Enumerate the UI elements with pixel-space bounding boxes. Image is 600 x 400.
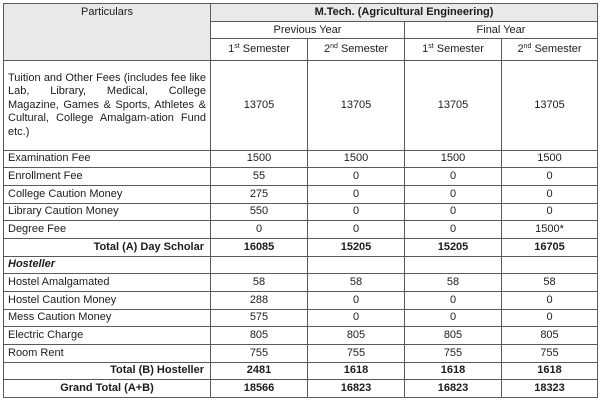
empty-cell bbox=[502, 256, 598, 274]
total-row bbox=[4, 362, 598, 380]
row-label-enrollment: Enrollment Fee bbox=[4, 168, 211, 186]
table-row bbox=[4, 168, 598, 186]
row-label-library-caution: Library Caution Money bbox=[4, 203, 211, 221]
fee-cell: 0 bbox=[308, 185, 405, 203]
total-row bbox=[4, 238, 598, 256]
fee-cell: 0 bbox=[405, 168, 502, 186]
total-cell: 16085 bbox=[211, 238, 308, 256]
grand-total-cell: 16823 bbox=[405, 380, 502, 398]
fee-cell: 0 bbox=[405, 221, 502, 239]
fee-cell: 805 bbox=[308, 327, 405, 345]
total-cell: 1618 bbox=[502, 362, 598, 380]
row-label-degree-fee: Degree Fee bbox=[4, 221, 211, 239]
total-cell: 2481 bbox=[211, 362, 308, 380]
table-row bbox=[4, 327, 598, 345]
total-cell: 1618 bbox=[405, 362, 502, 380]
fee-cell: 0 bbox=[502, 185, 598, 203]
fee-cell: 0 bbox=[502, 168, 598, 186]
fee-cell: 755 bbox=[308, 344, 405, 362]
table-row bbox=[4, 344, 598, 362]
fee-cell: 1500 bbox=[308, 150, 405, 168]
fee-cell: 0 bbox=[405, 185, 502, 203]
fee-cell: 0 bbox=[502, 309, 598, 327]
row-label-hostel-amalgamated: Hostel Amalgamated bbox=[4, 274, 211, 292]
hosteller-heading: Hosteller bbox=[4, 256, 211, 274]
fee-cell: 0 bbox=[502, 291, 598, 309]
fee-cell: 0 bbox=[308, 291, 405, 309]
fee-cell: 805 bbox=[405, 327, 502, 345]
row-label-room-rent: Room Rent bbox=[4, 344, 211, 362]
fee-cell: 1500 bbox=[502, 150, 598, 168]
final-year-header: Final Year bbox=[405, 21, 598, 39]
fee-cell: 550 bbox=[211, 203, 308, 221]
total-cell: 15205 bbox=[308, 238, 405, 256]
semester-header: 2nd Semester bbox=[502, 39, 598, 61]
row-label-grand-total: Grand Total (A+B) bbox=[4, 380, 211, 398]
fee-cell: 755 bbox=[502, 344, 598, 362]
fee-cell: 1500 bbox=[211, 150, 308, 168]
header-row bbox=[4, 4, 598, 22]
empty-cell bbox=[211, 256, 308, 274]
row-label-exam: Examination Fee bbox=[4, 150, 211, 168]
row-label-total-a: Total (A) Day Scholar bbox=[4, 238, 211, 256]
table-row bbox=[4, 185, 598, 203]
fee-cell: 1500 bbox=[405, 150, 502, 168]
row-label-electric-charge: Electric Charge bbox=[4, 327, 211, 345]
fee-cell: 13705 bbox=[308, 61, 405, 150]
fee-cell: 755 bbox=[405, 344, 502, 362]
fee-cell: 55 bbox=[211, 168, 308, 186]
section-heading-row bbox=[4, 256, 598, 274]
fee-cell: 13705 bbox=[502, 61, 598, 150]
previous-year-header: Previous Year bbox=[211, 21, 405, 39]
table-row bbox=[4, 274, 598, 292]
table-row bbox=[4, 61, 598, 150]
row-label-total-b: Total (B) Hosteller bbox=[4, 362, 211, 380]
fee-structure-table bbox=[3, 3, 598, 398]
row-label-hostel-caution: Hostel Caution Money bbox=[4, 291, 211, 309]
fee-cell: 58 bbox=[211, 274, 308, 292]
semester-header: 1st Semester bbox=[211, 39, 308, 61]
table-row bbox=[4, 203, 598, 221]
total-cell: 16705 bbox=[502, 238, 598, 256]
fee-cell: 58 bbox=[502, 274, 598, 292]
fee-cell: 275 bbox=[211, 185, 308, 203]
empty-cell bbox=[405, 256, 502, 274]
fee-cell: 13705 bbox=[211, 61, 308, 150]
row-label-tuition: Tuition and Other Fees (includes fee like Lab, Library, Medical, College Magazine, Games & Sports, Athletes & Cultural, College Amalgam-ation Fund etc.) bbox=[4, 61, 211, 150]
fee-cell: 0 bbox=[308, 203, 405, 221]
table-row bbox=[4, 221, 598, 239]
fee-cell: 805 bbox=[502, 327, 598, 345]
table-row bbox=[4, 150, 598, 168]
fee-cell: 0 bbox=[405, 291, 502, 309]
fee-cell: 1500* bbox=[502, 221, 598, 239]
fee-cell: 0 bbox=[405, 309, 502, 327]
fee-cell: 58 bbox=[308, 274, 405, 292]
total-cell: 1618 bbox=[308, 362, 405, 380]
fee-cell: 288 bbox=[211, 291, 308, 309]
fee-cell: 58 bbox=[405, 274, 502, 292]
particulars-header: Particulars bbox=[4, 4, 211, 61]
empty-cell bbox=[308, 256, 405, 274]
fee-cell: 13705 bbox=[405, 61, 502, 150]
row-label-college-caution: College Caution Money bbox=[4, 185, 211, 203]
semester-header: 2nd Semester bbox=[308, 39, 405, 61]
fee-cell: 0 bbox=[308, 221, 405, 239]
row-label-mess-caution: Mess Caution Money bbox=[4, 309, 211, 327]
fee-cell: 755 bbox=[211, 344, 308, 362]
fee-cell: 0 bbox=[308, 168, 405, 186]
fee-cell: 0 bbox=[405, 203, 502, 221]
fee-cell: 0 bbox=[308, 309, 405, 327]
fee-cell: 0 bbox=[211, 221, 308, 239]
grand-total-cell: 16823 bbox=[308, 380, 405, 398]
grand-total-cell: 18566 bbox=[211, 380, 308, 398]
fee-cell: 805 bbox=[211, 327, 308, 345]
fee-cell: 0 bbox=[502, 203, 598, 221]
total-cell: 15205 bbox=[405, 238, 502, 256]
program-header: M.Tech. (Agricultural Engineering) bbox=[211, 4, 598, 22]
fee-cell: 575 bbox=[211, 309, 308, 327]
table-row bbox=[4, 291, 598, 309]
grand-total-row bbox=[4, 380, 598, 398]
grand-total-cell: 18323 bbox=[502, 380, 598, 398]
table-row bbox=[4, 309, 598, 327]
semester-header: 1st Semester bbox=[405, 39, 502, 61]
